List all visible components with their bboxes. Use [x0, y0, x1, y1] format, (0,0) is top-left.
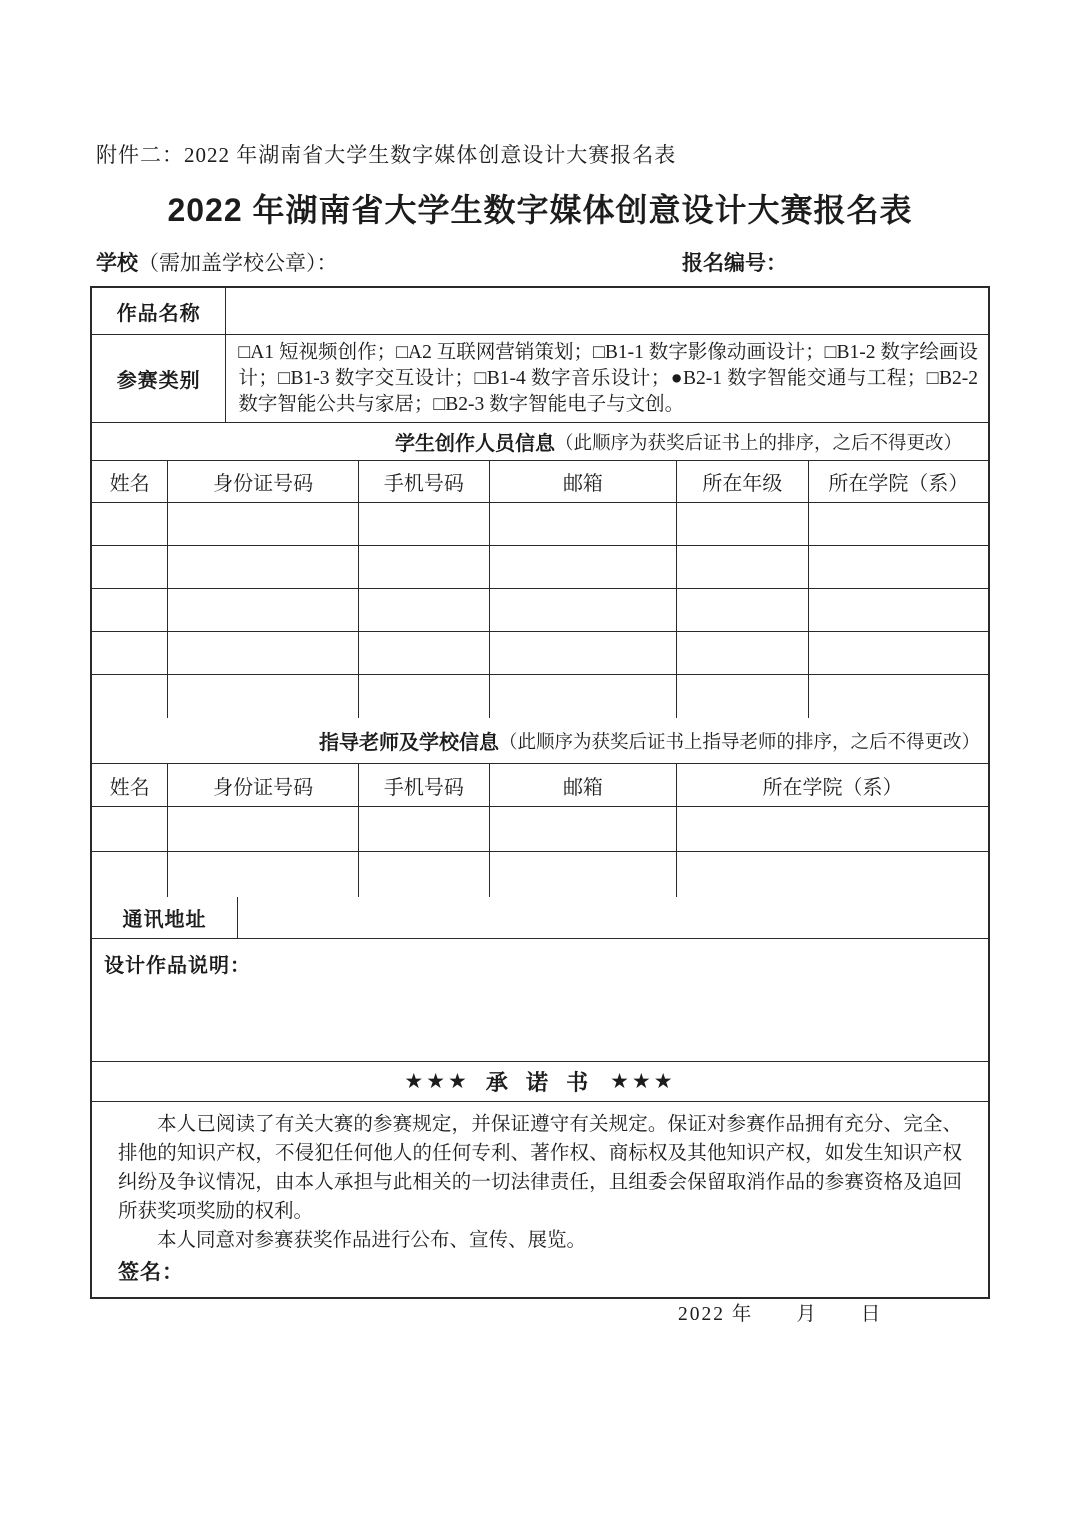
table-cell[interactable]	[168, 503, 359, 545]
work-name-label: 作品名称	[92, 288, 226, 334]
checkbox-icon[interactable]: □	[238, 342, 251, 363]
table-cell[interactable]	[677, 503, 809, 545]
col-header-college: 所在学院（系）	[828, 473, 969, 495]
table-cell[interactable]	[490, 503, 677, 545]
checkbox-icon[interactable]: □	[593, 342, 605, 363]
table-row	[92, 807, 988, 852]
stars-icon: ★★★	[610, 1069, 676, 1093]
table-cell[interactable]	[809, 632, 988, 674]
checkbox-icon[interactable]: □	[396, 342, 409, 363]
table-cell[interactable]	[359, 675, 490, 718]
table-cell[interactable]	[677, 589, 809, 631]
table-cell[interactable]	[92, 807, 168, 851]
table-cell[interactable]	[168, 852, 359, 897]
table-cell[interactable]	[677, 675, 809, 718]
table-cell[interactable]	[490, 632, 677, 674]
table-cell[interactable]	[168, 632, 359, 674]
teacher-header-row	[92, 764, 988, 807]
table-cell[interactable]	[490, 589, 677, 631]
work-name-input[interactable]	[226, 288, 988, 334]
col-header-id-number: 身份证号码	[168, 764, 359, 806]
category-label: 参赛类别	[92, 335, 226, 422]
reg-no-label: 报名编号：	[682, 252, 787, 275]
table-cell[interactable]	[92, 675, 168, 718]
category-option-B1-2: □B1-2 数字绘画设计；	[238, 342, 978, 389]
pledge-title: 承 诺 书	[485, 1070, 595, 1095]
teacher-section-row	[92, 718, 988, 764]
checkbox-icon[interactable]: □	[277, 368, 291, 389]
col-header-phone: 手机号码	[359, 461, 490, 502]
col-header-email: 邮箱	[490, 764, 677, 806]
address-label: 通讯地址	[92, 897, 238, 938]
table-cell[interactable]	[359, 503, 490, 545]
teacher-section-title: 指导老师及学校信息	[318, 732, 499, 754]
table-cell[interactable]	[359, 807, 490, 851]
table-cell[interactable]	[92, 589, 168, 631]
col-header-phone: 手机号码	[359, 764, 490, 806]
category-option-B2-2: □B2-2 数字智能公共与家居；	[238, 368, 978, 415]
school-line	[90, 248, 990, 278]
table-row	[92, 632, 988, 675]
table-cell[interactable]	[92, 546, 168, 588]
pledge-paragraph-1: 本人已阅读了有关大赛的参赛规定，并保证遵守有关规定。保证对参赛作品拥有充分、完全、排他的知识产权，不侵犯任何他人的任何专利、著作权、商标权及其他知识产权，如发生知识产权纠纷及争议情况，由本人承担与此相关的一切法律责任，且组委会保留取消作品的参赛资格及追回所获奖项奖励的权利。	[118, 1114, 962, 1222]
pledge-paragraph-2: 本人同意对参赛获奖作品进行公布、宣传、展览。	[157, 1230, 587, 1251]
table-cell[interactable]	[809, 675, 988, 718]
table-cell[interactable]	[677, 632, 809, 674]
table-cell[interactable]	[92, 503, 168, 545]
address-input[interactable]	[238, 897, 988, 938]
col-header-college: 所在学院（系）	[762, 776, 903, 799]
table-cell[interactable]	[359, 632, 490, 674]
table-cell[interactable]	[359, 852, 490, 897]
category-row	[92, 335, 988, 423]
table-cell[interactable]	[359, 546, 490, 588]
category-option-B1-1: □B1-1 数字影像动画设计；	[593, 342, 825, 363]
pledge-title-row	[92, 1062, 988, 1102]
category-option-B1-4: □B1-4 数字音乐设计；	[474, 368, 671, 389]
category-options	[226, 335, 988, 422]
stars-icon: ★★★	[404, 1069, 470, 1093]
student-section-note: （此顺序为获奖后证书上的排序，之后不得更改）	[554, 433, 962, 454]
description-row	[92, 939, 988, 1062]
checkbox-icon[interactable]: □	[926, 368, 939, 389]
table-cell[interactable]	[92, 852, 168, 897]
table-cell[interactable]	[809, 503, 988, 545]
school-label: 学校	[96, 252, 138, 275]
table-row	[92, 503, 988, 546]
description-label[interactable]: 设计作品说明：	[104, 955, 251, 977]
table-row	[92, 852, 988, 897]
signature-label[interactable]: 签名：	[118, 1261, 184, 1284]
teacher-table-body	[92, 807, 988, 897]
student-table-body	[92, 503, 988, 718]
col-header-name: 姓名	[92, 764, 168, 806]
work-name-row	[92, 288, 988, 335]
category-option-B2-3: □B2-3 数字智能电子与文创。	[433, 394, 685, 415]
table-cell[interactable]	[359, 589, 490, 631]
col-header-name: 姓名	[92, 461, 168, 502]
table-cell[interactable]	[490, 852, 677, 897]
student-section-row	[92, 423, 988, 461]
table-cell[interactable]	[677, 807, 988, 851]
table-row	[92, 675, 988, 718]
table-cell[interactable]	[490, 675, 677, 718]
checkbox-icon[interactable]: □	[824, 342, 837, 363]
col-header-grade: 所在年级	[677, 461, 809, 502]
address-row	[92, 897, 988, 939]
radio-selected-icon[interactable]: ●	[670, 368, 683, 389]
page-title: 2022 年湖南省大学生数字媒体创意设计大赛报名表	[167, 192, 913, 228]
table-cell[interactable]	[168, 589, 359, 631]
attachment-line: 附件二：2022 年湖南省大学生数字媒体创意设计大赛报名表	[96, 143, 677, 167]
student-header-row	[92, 461, 988, 503]
category-option-B2-1: ●B2-1 数字智能交通与工程；	[670, 368, 927, 389]
checkbox-icon[interactable]: □	[474, 368, 487, 389]
category-option-A2: □A2 互联网营销策划；	[396, 342, 594, 363]
registration-form-table	[90, 286, 990, 1325]
col-header-id-number: 身份证号码	[168, 461, 359, 502]
checkbox-icon[interactable]: □	[433, 394, 446, 415]
col-header-email: 邮箱	[490, 461, 677, 502]
table-row	[92, 546, 988, 589]
table-cell[interactable]	[809, 546, 988, 588]
teacher-section-note: （此顺序为获奖后证书上指导老师的排序，之后不得更改）	[498, 732, 980, 753]
pledge-body-row	[92, 1102, 988, 1325]
table-cell[interactable]	[92, 632, 168, 674]
table-cell[interactable]	[168, 807, 359, 851]
school-note: （需加盖学校公章）：	[138, 251, 338, 275]
table-cell[interactable]	[677, 852, 988, 897]
table-cell[interactable]	[168, 546, 359, 588]
category-option-B1-3: □B1-3 数字交互设计；	[277, 368, 475, 389]
category-option-A1: □A1 短视频创作；	[238, 342, 397, 363]
student-section-title: 学生创作人员信息	[394, 433, 555, 455]
date-line: 2022 年 月 日	[678, 1304, 883, 1325]
table-cell[interactable]	[677, 546, 809, 588]
table-cell[interactable]	[490, 546, 677, 588]
table-cell[interactable]	[168, 675, 359, 718]
table-cell[interactable]	[490, 807, 677, 851]
table-cell[interactable]	[809, 589, 988, 631]
table-row	[92, 589, 988, 632]
